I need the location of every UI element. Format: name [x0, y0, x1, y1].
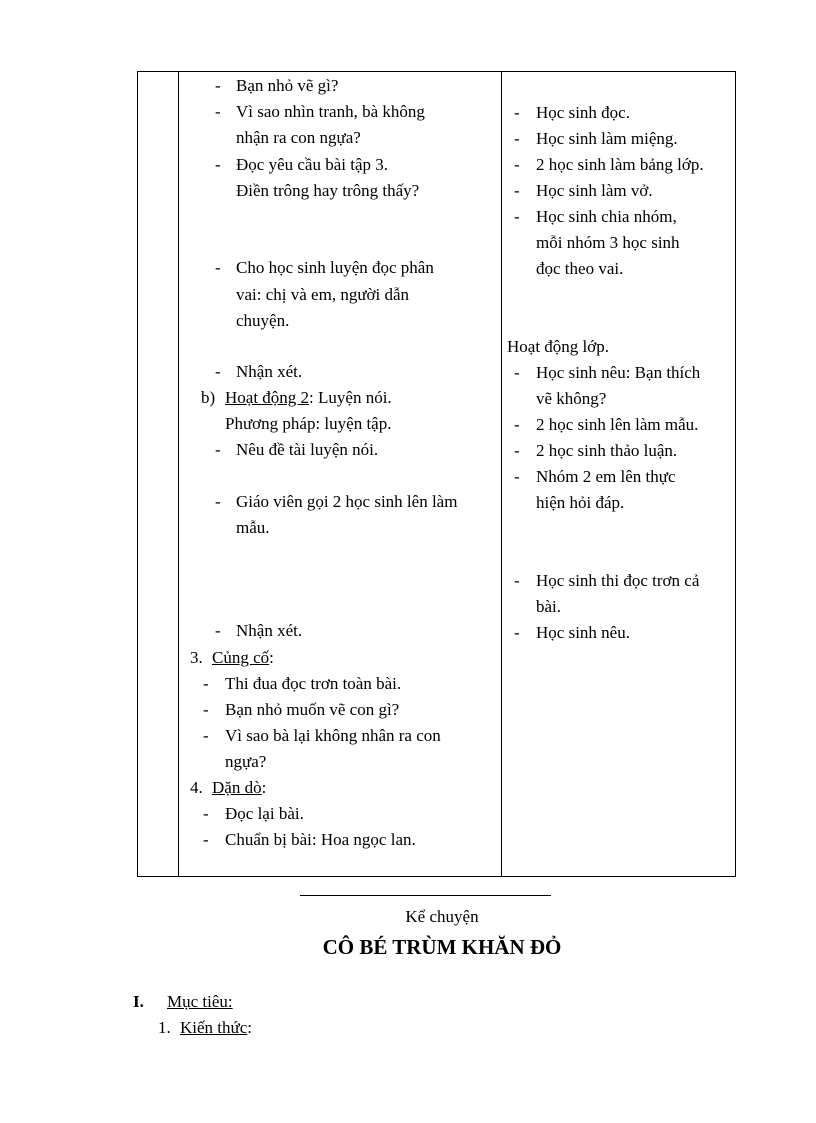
student-line: mỗi nhóm 3 học sinh	[536, 233, 680, 252]
teacher-line: vai: chị và em, người dẫn	[236, 285, 410, 304]
bullet: -	[514, 467, 520, 486]
separator-line	[300, 895, 551, 896]
column-divider	[501, 72, 502, 876]
activity-title-rest: : Luyện nói.	[309, 388, 392, 407]
teacher-line: nhận ra con ngựa?	[236, 128, 361, 147]
student-line: Học sinh nêu.	[536, 623, 630, 642]
student-line: 2 học sinh thảo luận.	[536, 441, 678, 460]
activity-title: Hoạt động 2	[225, 388, 310, 407]
bullet: -	[203, 804, 209, 823]
teacher-line: Bạn nhỏ muốn vẽ con gì?	[225, 700, 400, 719]
student-line: Học sinh thi đọc trơn cả	[536, 571, 700, 590]
knowledge-title: Kiến thức	[180, 1018, 248, 1037]
story-title: CÔ BÉ TRÙM KHĂN ĐỎ	[322, 935, 562, 959]
teacher-line: Nêu đề tài luyện nói.	[236, 440, 379, 459]
teacher-line: Phương pháp: luyện tập.	[225, 414, 392, 433]
bullet: -	[215, 258, 221, 277]
story-subtitle: Kể chuyện	[405, 907, 479, 926]
student-heading: Hoạt động lớp.	[507, 337, 610, 356]
bullet: -	[514, 415, 520, 434]
student-line: Học sinh làm miệng.	[536, 129, 678, 148]
student-line: Học sinh chia nhóm,	[536, 207, 677, 226]
teacher-line: Thi đua đọc trơn toàn bài.	[225, 674, 402, 693]
bullet: -	[514, 155, 520, 174]
activity-heading	[225, 388, 392, 408]
bullet: -	[215, 621, 221, 640]
section-title: Dặn dò	[212, 778, 262, 797]
teacher-line: mẫu.	[236, 518, 270, 537]
teacher-line: Điền trông hay trông thấy?	[236, 181, 420, 200]
teacher-line: Nhận xét.	[236, 621, 303, 640]
bullet: -	[514, 207, 520, 226]
student-line: Học sinh làm vở.	[536, 181, 653, 200]
bullet: -	[203, 830, 209, 849]
section-heading	[212, 778, 266, 798]
list-marker: 3.	[190, 648, 203, 667]
teacher-line: Cho học sinh luyện đọc phân	[236, 258, 434, 277]
teacher-line: Vì sao nhìn tranh, bà không	[236, 102, 425, 121]
list-marker: 1.	[158, 1018, 171, 1037]
knowledge-title-rest: :	[247, 1018, 253, 1037]
section-title: Củng cố	[212, 648, 270, 667]
bullet: -	[215, 102, 221, 121]
bullet: -	[514, 129, 520, 148]
teacher-line: ngựa?	[225, 752, 267, 771]
bullet: -	[215, 440, 221, 459]
student-line: 2 học sinh làm bảng lớp.	[536, 155, 704, 174]
list-marker: b)	[201, 388, 216, 407]
teacher-line: Chuẩn bị bài: Hoa ngọc lan.	[225, 830, 416, 849]
objectives-heading: Mục tiêu:	[167, 992, 233, 1011]
teacher-line: Giáo viên gọi 2 học sinh lên làm	[236, 492, 458, 511]
student-line: hiện hỏi đáp.	[536, 493, 625, 512]
teacher-line: Đọc lại bài.	[225, 804, 304, 823]
teacher-line: Vì sao bà lại không nhân ra con	[225, 726, 441, 745]
student-line: vẽ không?	[536, 389, 607, 408]
section-title-rest: :	[261, 778, 267, 797]
bullet: -	[514, 181, 520, 200]
teacher-line: Bạn nhỏ vẽ gì?	[236, 76, 339, 95]
bullet: -	[514, 571, 520, 590]
bullet: -	[514, 363, 520, 382]
knowledge-heading	[180, 1017, 252, 1039]
teacher-line: Đọc yêu cầu bài tập 3.	[236, 155, 388, 174]
student-line: đọc theo vai.	[536, 259, 624, 278]
bullet: -	[215, 155, 221, 174]
bullet: -	[215, 76, 221, 95]
student-line: 2 học sinh lên làm mẫu.	[536, 415, 699, 434]
teacher-line: chuyện.	[236, 311, 290, 330]
list-marker: 4.	[190, 778, 203, 797]
student-line: Nhóm 2 em lên thực	[536, 467, 676, 486]
student-line: bài.	[536, 597, 562, 616]
section-numeral: I.	[133, 992, 144, 1011]
bullet: -	[514, 441, 520, 460]
bullet: -	[514, 103, 520, 122]
column-divider	[178, 72, 179, 876]
student-line: Học sinh đọc.	[536, 103, 630, 122]
bullet: -	[203, 700, 209, 719]
bullet: -	[215, 362, 221, 381]
section-title-rest: :	[269, 648, 274, 667]
bullet: -	[203, 726, 209, 745]
teacher-line: Nhận xét.	[236, 362, 303, 381]
student-line: Học sinh nêu: Bạn thích	[536, 363, 701, 382]
bullet: -	[215, 492, 221, 511]
bullet: -	[514, 623, 520, 642]
section-heading	[212, 648, 274, 668]
bullet: -	[203, 674, 209, 693]
